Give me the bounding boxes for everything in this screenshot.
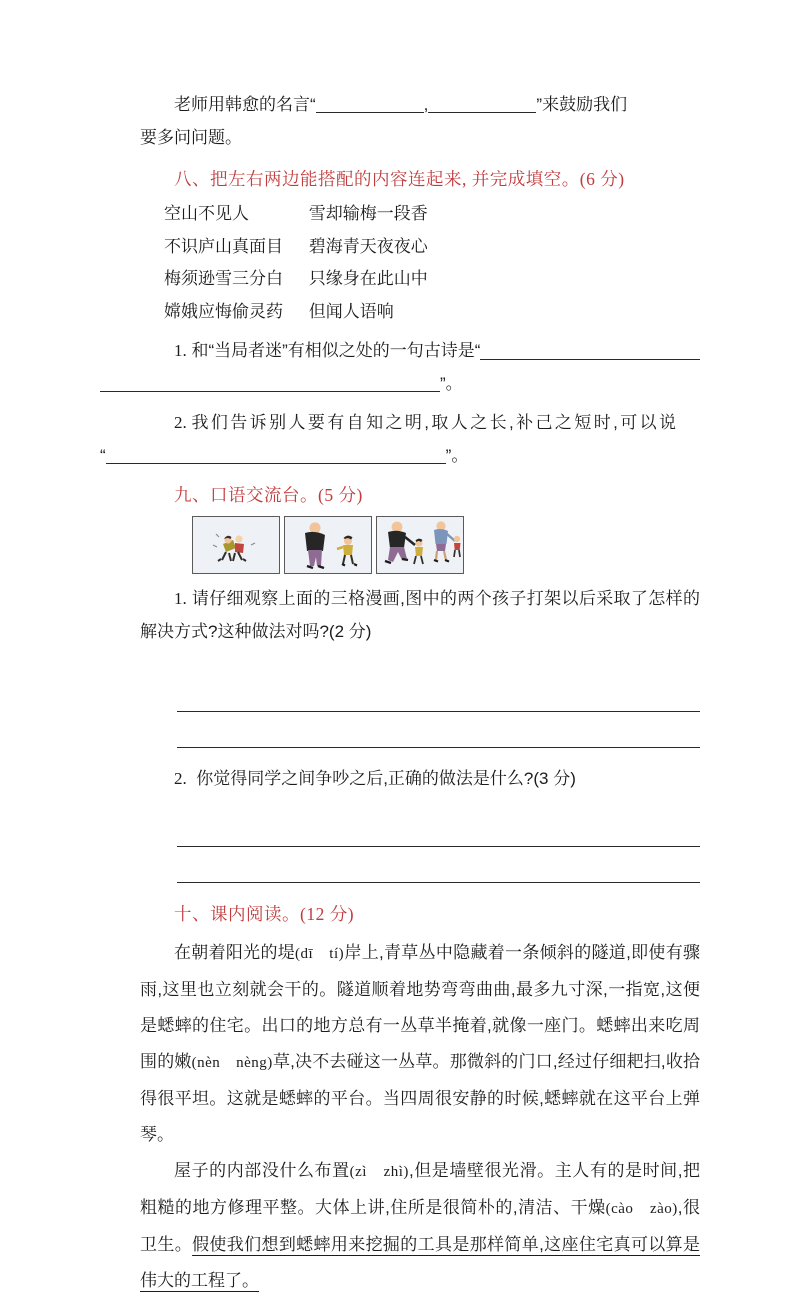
intro-text-before: 老师用韩愈的名言“	[174, 95, 316, 114]
q8-2-line2	[100, 439, 700, 472]
passage-text: 草,决不去碰这一丛草。那微斜的门口,经过仔细耙扫,收拾得很平坦。这就是蟋蟀的平台。当四周很安静的时候,蟋蟀就在这平台上弹琴。	[140, 1052, 701, 1144]
matching-row[interactable]	[164, 296, 700, 329]
matching-right-item[interactable]: 但闻人语响	[308, 301, 394, 321]
q9-1-text: 1. 请仔细观察上面的三格漫画,图中的两个孩子打架以后采取了怎样的解决方式?这种做法对吗?(2 分)	[140, 589, 700, 641]
pinyin-choice[interactable]: (nèn nèng)	[191, 1055, 273, 1071]
comic-strip	[192, 516, 700, 574]
blank-line[interactable]	[106, 447, 446, 464]
q9-2-text: 2. 你觉得同学之间争吵之后,正确的做法是什么?(3 分)	[174, 769, 576, 788]
pinyin-choice[interactable]: (cào zào)	[605, 1201, 678, 1217]
reading-paragraph-2	[140, 1153, 700, 1299]
matching-row[interactable]	[164, 198, 700, 231]
pinyin-choice[interactable]: (zì zhì)	[349, 1164, 409, 1180]
matching-list	[164, 198, 700, 328]
matching-right-item[interactable]: 只缘身在此山中	[308, 269, 428, 288]
underlined-sentence: 假使我们想到蟋蟀用来挖掘的工具是那样简单,这座住宅真可以算是伟大的工程了。	[140, 1235, 700, 1290]
q8-2-close-quote: ”。	[445, 446, 469, 465]
q8-2-text: 我们告诉别人要有自知之明,取人之长,补己之短时,可以说	[191, 413, 679, 432]
reading-passage	[140, 935, 700, 1299]
intro-sentence-wrap: 要多问问题。	[140, 128, 242, 147]
comic-panel-3	[376, 516, 464, 574]
kids-fighting-illustration	[193, 517, 279, 573]
blank-line[interactable]	[316, 96, 424, 113]
passage-text: 在朝着阳光的堤	[174, 943, 296, 962]
spacer	[140, 648, 700, 676]
q8-1-line1	[140, 334, 700, 367]
q8-1-close-quote: ”。	[440, 374, 463, 393]
blank-line[interactable]	[428, 96, 536, 113]
q8-1-text: 1. 和“当局者迷”有相似之处的一句古诗是“	[174, 341, 481, 360]
matching-left-item[interactable]: 嫦娥应悔偷灵药	[164, 301, 283, 321]
passage-text: 岸上,青草丛中隐藏着一条倾斜的隧道,即使有骤雨,这里也立刻就会干的。隧道顺着地势弯弯曲曲,最多九寸深,一指宽,这便是蟋蟀的住宅。出口的地方总有一丛草半掩着,就像一座门。蟋蟀出来吃周围的嫩	[140, 943, 700, 1071]
matching-right-item[interactable]: 雪却输梅一段香	[308, 204, 428, 223]
reading-paragraph-1	[140, 935, 700, 1153]
section-9-title: 九、口语交流台。(5 分)	[174, 485, 363, 505]
passage-text: 屋子的内部没什么布置	[174, 1161, 350, 1180]
q8-2-open-quote: “	[100, 446, 106, 465]
answer-line[interactable]	[177, 712, 700, 748]
answer-line[interactable]	[177, 676, 700, 712]
intro-sentence	[140, 88, 700, 121]
spacer	[140, 795, 700, 811]
pinyin-choice[interactable]: (dī tí)	[295, 946, 345, 962]
answer-line[interactable]	[177, 847, 700, 883]
blank-line[interactable]	[480, 343, 700, 360]
q8-2-line1: 2. 我们告诉别人要有自知之明,取人之长,补己之短时,可以说	[174, 413, 679, 432]
answer-line[interactable]	[177, 811, 700, 847]
matching-row[interactable]	[164, 263, 700, 296]
passage-text: ,但是墙壁很光滑。主人有的是时间,把粗糙的地方修理平整。大体上讲,住所是很简朴的,清洁、干燥	[140, 1161, 700, 1217]
grandfather-and-kid-illustration	[285, 517, 371, 573]
comic-panel-1	[192, 516, 280, 574]
q8-1-line2	[100, 367, 700, 400]
section-10-title: 十、课内阅读。(12 分)	[174, 904, 355, 924]
intro-text-after: ”来鼓励我们	[536, 95, 628, 114]
comic-panel-2	[284, 516, 372, 574]
matching-left-item[interactable]: 不识庐山真面目	[164, 236, 283, 256]
section-8-title: 八、把左右两边能搭配的内容连起来, 并完成填空。(6 分)	[174, 169, 625, 189]
matching-row[interactable]	[164, 231, 700, 264]
intro-comma: ,	[423, 95, 429, 114]
matching-left-item[interactable]: 梅须逊雪三分白	[164, 269, 283, 288]
passage-text: ,很卫生。	[140, 1198, 700, 1254]
blank-line[interactable]	[100, 375, 440, 392]
adults-leading-kids-illustration	[377, 517, 463, 573]
matching-right-item[interactable]: 碧海青天夜夜心	[308, 236, 428, 256]
matching-left-item[interactable]: 空山不见人	[164, 204, 249, 223]
